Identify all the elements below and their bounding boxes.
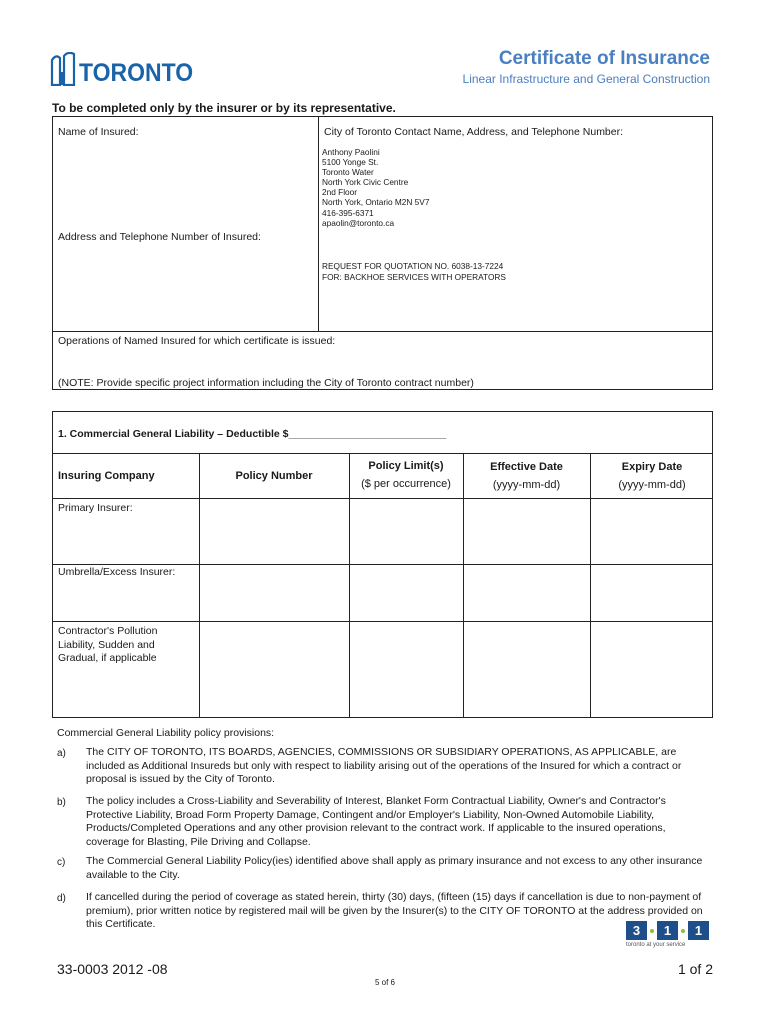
badge-digit: 3 — [626, 921, 647, 940]
col-header-insuring-company: Insuring Company — [58, 470, 155, 482]
col-subheader-per-occurrence: ($ per occurrence) — [361, 478, 451, 490]
insured-details-box — [52, 116, 713, 390]
city-contact-label: City of Toronto Contact Name, Address, and Telephone Number: — [324, 126, 624, 138]
contact-line: 416-395-6371 — [322, 207, 374, 218]
contact-email: apaolin@toronto.ca — [322, 217, 395, 228]
contact-line: North York, Ontario M2N 5V7 — [322, 197, 430, 208]
provision-letter: b) — [57, 797, 66, 808]
row-primary-insurer[interactable]: Primary Insurer: — [58, 502, 133, 514]
col-header-policy-number: Policy Number — [235, 470, 313, 482]
badge-digit: 1 — [657, 921, 678, 940]
contact-line: Toronto Water — [322, 167, 374, 178]
liability-heading: 1. Commercial General Liability – Deductible $___________________________ — [58, 428, 447, 440]
contact-line: 2nd Floor — [322, 187, 358, 198]
page-of-count: 1 of 2 — [677, 961, 713, 977]
liability-table — [52, 411, 713, 718]
toronto-311-logo — [626, 921, 714, 951]
column-divider — [318, 117, 319, 331]
form-number: 33-0003 2012 -08 — [57, 961, 168, 977]
provision-b: The policy includes a Cross-Liability and Severability of Interest, Blanket Form Contractual Liability, Owner's and Contractor's Protective Liability, Broad Form Property Damage, Contingent and/or Employer's Liability, Non-Owned Automobile Liability, Products/Completed Operations and any other provision relevant to the contract work. If applicable to the insured operations, coverage for Blasting, Pile Driving and Collapse. — [86, 795, 666, 848]
quotation-for: FOR: BACKHOE SERVICES WITH OPERATORS — [322, 272, 506, 282]
badge-tagline: toronto at your service — [626, 942, 686, 948]
col-subheader-date-format: (yyyy-mm-dd) — [618, 479, 686, 491]
document-subtitle: Linear Infrastructure and General Construction — [462, 72, 710, 86]
quotation-number: REQUEST FOR QUOTATION NO. 6038-13-7224 — [322, 261, 504, 271]
document-title: Certificate of Insurance — [498, 48, 710, 69]
row-divider — [53, 331, 712, 332]
col-subheader-date-format: (yyyy-mm-dd) — [492, 479, 561, 491]
badge-dot — [650, 929, 654, 933]
provision-letter: a) — [57, 748, 66, 759]
provision-letter: d) — [57, 893, 66, 904]
row-rule — [53, 564, 712, 565]
city-of-toronto-logo — [50, 48, 203, 86]
col-header-policy-limits: Policy Limit(s) — [368, 460, 444, 472]
provision-a: The CITY OF TORONTO, ITS BOARDS, AGENCIES, COMMISSIONS OR SUBSIDIARY OPERATIONS, AS APPLICABLE, are included as Additional Insureds but only with respect to liability arising out of the operations of the Insured for which a contract or proposal is issued by the City of Toronto. — [86, 746, 682, 785]
city-hall-icon — [50, 52, 76, 86]
col-header-expiry-date: Expiry Date — [621, 461, 683, 473]
intro-instruction: To be completed only by the insurer or by its representative. — [52, 101, 396, 115]
city-contact-block — [322, 147, 429, 228]
badge-dot — [681, 929, 685, 933]
col-header-effective-date: Effective Date — [490, 461, 563, 473]
contact-line: North York Civic Centre — [322, 177, 409, 188]
provisions-heading: Commercial General Liability policy provisions: — [57, 727, 275, 739]
name-of-insured-field[interactable]: Name of Insured: — [58, 126, 139, 138]
insured-address-field[interactable]: Address and Telephone Number of Insured: — [58, 231, 261, 243]
provision-d: If cancelled during the period of coverage as stated herein, thirty (30) days, (fifteen (15) days if cancellation is due to non-payment of premium), prior written notice by registered mail will be given by the Insurer(s) to the CITY OF TORONTO at the address provided on this Certificate. — [86, 891, 703, 930]
column-rule — [590, 453, 591, 718]
provision-c: The Commercial General Liability Policy(ies) identified above shall apply as primary insurance and not excess to any other insurance available to the City. — [86, 855, 703, 881]
operations-note: (NOTE: Provide specific project information including the City of Toronto contract number) — [58, 377, 474, 389]
badge-digit: 1 — [688, 921, 709, 940]
logo-wordmark: TORONTO — [79, 59, 194, 87]
table-header-bottom-rule — [53, 498, 712, 499]
page-number: 5 of 6 — [374, 978, 395, 987]
contact-line: Anthony Paolini — [322, 147, 380, 157]
row-rule — [53, 621, 712, 622]
column-rule — [199, 453, 200, 718]
operations-field[interactable]: Operations of Named Insured for which certificate is issued: — [58, 335, 336, 347]
table-header-top-rule — [53, 453, 712, 454]
column-rule — [349, 453, 350, 718]
column-rule — [463, 453, 464, 718]
provision-letter: c) — [57, 857, 66, 868]
row-umbrella-insurer[interactable]: Umbrella/Excess Insurer: — [58, 566, 176, 578]
row-pollution-liability[interactable]: Contractor's Pollution Liability, Sudden and Gradual, if applicable — [58, 625, 158, 664]
contact-line: 5100 Yonge St. — [322, 157, 379, 168]
